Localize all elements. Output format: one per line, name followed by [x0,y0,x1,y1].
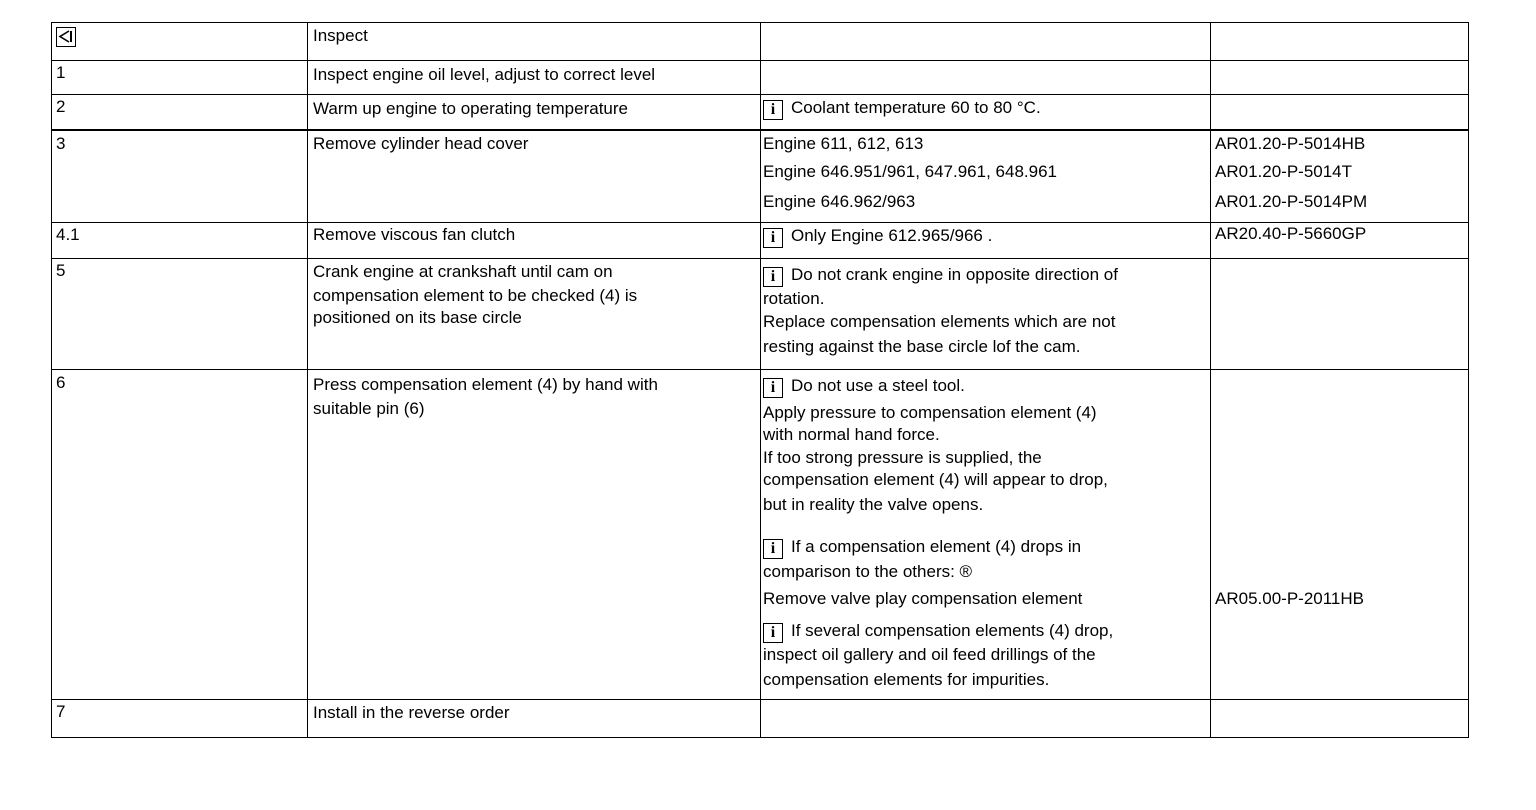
reference-link[interactable]: AR01.20-P-5014HB [1215,134,1366,153]
note [763,620,1113,643]
step-number: 1 [56,63,66,82]
step-number: 2 [56,97,66,116]
note-text: Do not use a steel tool. [791,376,965,395]
step-text-line: Press compensation element (4) by hand with [313,375,658,394]
step-text: Install in the reverse order [313,703,510,722]
reference-link[interactable]: AR05.00-P-2011HB [1215,589,1364,608]
note [763,536,1081,559]
step-text: Inspect engine oil level, adjust to correct level [313,65,656,84]
note [763,375,965,398]
note-line: resting against the base circle lof the cam. [763,337,1081,356]
note-text: If several compensation elements (4) drop, [791,621,1114,640]
info-icon: i [763,267,783,287]
step-text-line: Crank engine at crankshaft until cam on [313,262,613,281]
step-text: Remove viscous fan clutch [313,225,516,244]
note [763,225,992,248]
note-line: comparison to the others: ® [763,562,973,581]
step-text: Remove cylinder head cover [313,134,529,153]
note-line: with normal hand force. [763,425,940,444]
reference-link[interactable]: AR01.20-P-5014PM [1215,192,1368,211]
step-text: Warm up engine to operating temperature [313,99,628,118]
step-text-line: suitable pin (6) [313,399,425,418]
step-number: 6 [56,373,66,392]
procedure-table [51,22,1469,738]
step-number: 4.1 [56,225,80,244]
info-icon: i [763,623,783,643]
note [763,264,1118,287]
note-line: rotation. [763,289,825,308]
note-line: Apply pressure to compensation element (4) [763,403,1097,422]
reference-link[interactable]: AR20.40-P-5660GP [1215,224,1367,243]
note-line: If too strong pressure is supplied, the [763,448,1042,467]
section-title: Inspect [313,26,368,45]
note [763,97,1041,120]
note-line: compensation element (4) will appear to drop, [763,470,1108,489]
step-number: 7 [56,702,66,721]
note-line: but in reality the valve opens. [763,495,984,514]
back-arrow-icon[interactable] [56,27,76,47]
engine-label: Engine 646.962/963 [763,192,916,211]
step-text-line: compensation element to be checked (4) is [313,286,638,305]
note-text: Do not crank engine in opposite direction of [791,265,1118,284]
note-line: inspect oil gallery and oil feed drillings of the [763,645,1096,664]
info-icon: i [763,100,783,120]
engine-label: Engine 646.951/961, 647.961, 648.961 [763,162,1057,181]
note-text: If a compensation element (4) drops in [791,537,1082,556]
step-number: 3 [56,134,66,153]
info-icon: i [763,378,783,398]
step-number: 5 [56,261,66,280]
note-text: Only Engine 612.965/966 . [791,226,993,245]
remove-instruction: Remove valve play compensation element [763,589,1083,608]
engine-label: Engine 611, 612, 613 [763,134,924,153]
note-line: compensation elements for impurities. [763,670,1050,689]
reference-link[interactable]: AR01.20-P-5014T [1215,162,1353,181]
note-text: Coolant temperature 60 to 80 °C. [791,98,1041,117]
step-text-line: positioned on its base circle [313,308,522,327]
note-line: Replace compensation elements which are not [763,312,1116,331]
info-icon: i [763,228,783,248]
info-icon: i [763,539,783,559]
